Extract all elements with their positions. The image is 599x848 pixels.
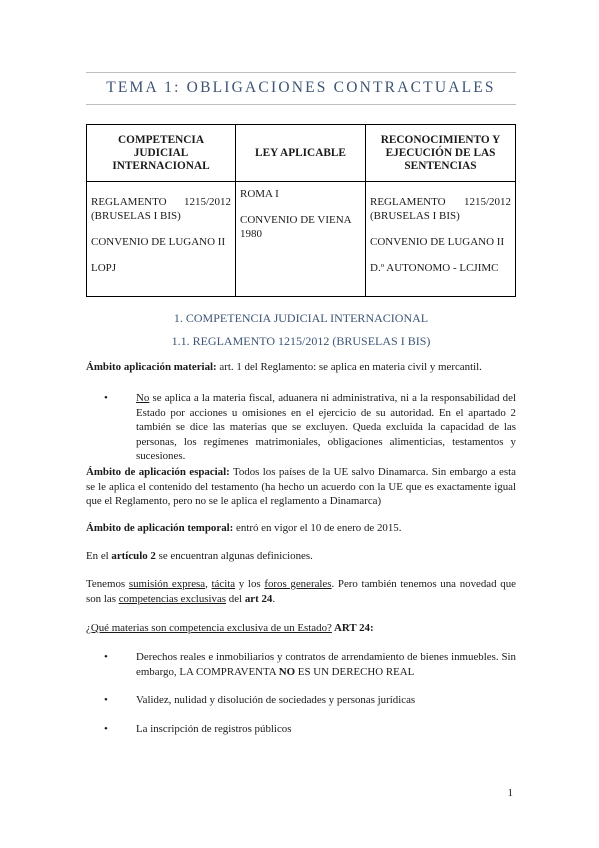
art2-post: se encuentran algunas definiciones. (155, 550, 313, 562)
art2-bold: artículo 2 (111, 550, 156, 562)
heading-reglamento: 1.1. REGLAMENTO 1215/2012 (BRUSELAS I BIS) (171, 334, 431, 348)
para-ambito-temporal (86, 521, 516, 536)
header-competencia: COMPETENCIA JUDICIAL INTERNACIONAL (87, 125, 236, 182)
cell-ley-aplicable (236, 182, 366, 297)
roma-label: ROMA I (240, 188, 279, 200)
question-art24: ART 24: (331, 622, 374, 634)
sumision-expresa: sumisión expresa (128, 578, 206, 590)
lugano-label-2: CONVENIO DE LUGANO II (370, 236, 505, 248)
tenemos-text-2: , (205, 578, 212, 590)
reglamento-number-2: 1215/2012 (463, 196, 511, 208)
cell-reconocimiento (366, 182, 516, 297)
bruselas-label: (BRUSELAS I BIS) (91, 210, 181, 222)
tenemos-text-1: Tenemos (86, 578, 129, 590)
page-title: TEMA 1: OBLIGACIONES CONTRACTUALES (106, 79, 496, 96)
para-articulo-2 (86, 549, 516, 564)
viena-label: CONVENIO DE VIENA 1980 (240, 214, 352, 240)
competencias-exclusivas: competencias exclusivas (118, 592, 227, 605)
lugano-label: CONVENIO DE LUGANO II (91, 236, 226, 248)
no-underlined: No (136, 392, 150, 404)
derechos-text: Derechos reales e inmobiliarios y contratos de arrendamiento de bienes inmuebles. Sin embargo, LA COMPRAVENTA (136, 651, 516, 678)
page-number: 1 (507, 787, 513, 799)
bullet-marker: • (104, 651, 108, 663)
reglamento-label: REGLAMENTO (91, 196, 167, 208)
art-24-bold: art 24 (244, 592, 273, 605)
derecho-real-text: ES UN DERECHO REAL (295, 665, 415, 678)
bruselas-label-2: (BRUSELAS I BIS) (370, 210, 460, 222)
text-material: art. 1 del Reglamento: se aplica en materia civil y mercantil. (216, 361, 482, 373)
table-row (87, 182, 516, 297)
reglamento-label-2: REGLAMENTO (370, 196, 446, 208)
title-rule-top (86, 72, 516, 73)
cell-competencia (87, 182, 236, 297)
art2-pre: En el (86, 550, 112, 562)
para-tenemos (86, 577, 516, 606)
header-ley-aplicable: LEY APLICABLE (236, 125, 366, 182)
bullet-exclusions (136, 391, 516, 464)
autonomo-label: D.º AUTONOMO - LCJIMC (370, 262, 499, 274)
reglamento-line-2 (370, 195, 511, 209)
bullet-marker: • (104, 392, 108, 404)
tacita: tácita (211, 578, 236, 590)
tenemos-text-3: y los (235, 578, 265, 590)
reglamento-number: 1215/2012 (183, 196, 231, 208)
title-rule-bottom (86, 104, 516, 105)
lopj-label: LOPJ (91, 262, 117, 274)
para-ambito-espacial (86, 465, 516, 509)
no-bold: NO (278, 665, 296, 678)
tenemos-text-5: del (226, 592, 245, 605)
label-material: Ámbito aplicación material: (86, 361, 217, 373)
tenemos-text-4: . Pero también tenemos una novedad que son las (86, 578, 516, 605)
text-espacial: Todos los países de la UE salvo Dinamarca. Sin embargo a esta se le aplica el contenido del testamento (ha hecho un acuerdo con la UE que es exactamente igual que el Reglamento, pero no se le aplica el reglamento a Dinamarca) (86, 466, 516, 508)
exclusions-text: se aplica a la materia fiscal, aduanera ni administrativa, ni a la responsabilidad del Estado por acciones u omisiones en el ejercicio de su autoridad. En el apartado 2 también se dice las materias que se excluyen. Queda excluida la capacidad de las personas, los regímenes matrimoniales, obligaciones alimenticias, testamentos y sucesiones. (136, 392, 516, 463)
table-header-row (87, 125, 516, 182)
question-text: ¿Qué materias son competencia exclusiva de un Estado? (86, 622, 332, 634)
label-temporal: Ámbito de aplicación temporal: (86, 522, 234, 534)
bullet-registros: La inscripción de registros públicos (136, 723, 292, 735)
heading-competencia: 1. COMPETENCIA JUDICIAL INTERNACIONAL (173, 311, 429, 325)
bullet-marker: • (104, 723, 108, 735)
bullet-marker: • (104, 694, 108, 706)
overview-table (86, 124, 516, 297)
foros-generales: foros generales (264, 578, 332, 590)
bullet-sociedades: Validez, nulidad y disolución de sociedades y personas jurídicas (136, 694, 416, 706)
label-espacial: Ámbito de aplicación espacial: (86, 466, 230, 478)
para-ambito-material (86, 360, 516, 375)
bullet-derechos-reales (136, 650, 516, 679)
header-reconocimiento: RECONOCIMIENTO Y EJECUCIÓN DE LAS SENTENCIAS (366, 125, 516, 182)
para-question (86, 621, 516, 636)
reglamento-line (91, 195, 231, 209)
tenemos-text-6: . (272, 592, 276, 605)
text-temporal: entró en vigor el 10 de enero de 2015. (233, 522, 402, 534)
